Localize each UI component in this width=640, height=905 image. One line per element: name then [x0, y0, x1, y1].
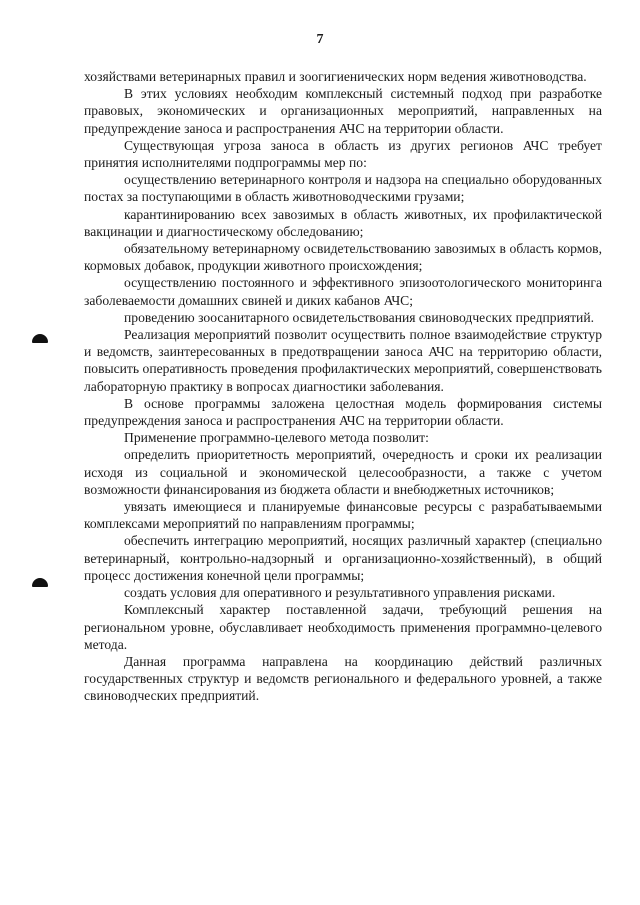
scan-hole-mark — [32, 578, 48, 587]
list-item: создать условия для оперативного и результативного управления рисками. — [124, 585, 556, 601]
list-item: обязательному ветеринарному освидетельствованию завозимых в область кормов, кормовых добавок, продукции животного происхождения; — [84, 241, 602, 274]
paragraph: хозяйствами ветеринарных правил и зоогигиенических норм ведения животноводства. — [84, 69, 587, 84]
list-item: осуществлению ветеринарного контроля и надзора на специально оборудованных постах за поступающими в область животноводческими грузами; — [84, 172, 602, 205]
paragraph: Данная программа направлена на координацию действий различных государственных структур и ведомств регионального и федерального уровней, а также свиноводческих предприятий. — [84, 653, 602, 704]
paragraph: В этих условиях необходим комплексный системный подход при разработке правовых, экономических и организационных мероприятий, направленных на предупреждение заноса и распространения АЧС на территории области. — [84, 86, 602, 136]
scan-hole-mark — [32, 334, 48, 343]
list-item: проведению зоосанитарного освидетельствования свиноводческих предприятий. — [124, 309, 594, 325]
paragraph: Существующая угроза заноса в область из других регионов АЧС требует принятия исполнителями подпрограммы мер по: — [84, 137, 602, 171]
list-item: определить приоритетность мероприятий, очередность и сроки их реализации исходя из социальной и экономической целесообразности, а также с учетом возможности финансирования из бюджета области и внебюджетных источников; — [84, 447, 602, 497]
list-item: осуществлению постоянного и эффективного эпизоотологического мониторинга заболеваемости домашних свиней и диких кабанов АЧС; — [84, 275, 602, 308]
list-item: обеспечить интеграцию мероприятий, носящих различный характер (специально ветеринарный, контрольно-надзорный и организационно-хозяйственный), в общий процесс достижения конечной цели программы; — [84, 533, 602, 583]
list-item: карантинированию всех завозимых в область животных, их профилактической вакцинации и диагностическому обследованию; — [84, 206, 602, 239]
paragraph: Реализация мероприятий позволит осуществить полное взаимодействие структур и ведомств, заинтересованных в предотвращении заноса АЧС на территорию области, повысить оперативность проведения профилактических мероприятий, совершенствовать лабораторную практику в вопросах диагностики заболевания. — [84, 327, 602, 394]
paragraph: Комплексный характер поставленной задачи, требующий решения на региональном уровне, обуславливает необходимость применения программно-целевого метода. — [84, 602, 602, 652]
paragraph: Применение программно-целевого метода позволит: — [124, 430, 429, 446]
document-body — [84, 68, 602, 705]
page-number: 7 — [316, 32, 324, 47]
paragraph: В основе программы заложена целостная модель формирования системы предупреждения заноса и распространения АЧС на территории области. — [84, 395, 602, 429]
list-item: увязать имеющиеся и планируемые финансовые ресурсы с разрабатываемыми комплексами мероприятий по направлениям программы; — [84, 499, 602, 532]
